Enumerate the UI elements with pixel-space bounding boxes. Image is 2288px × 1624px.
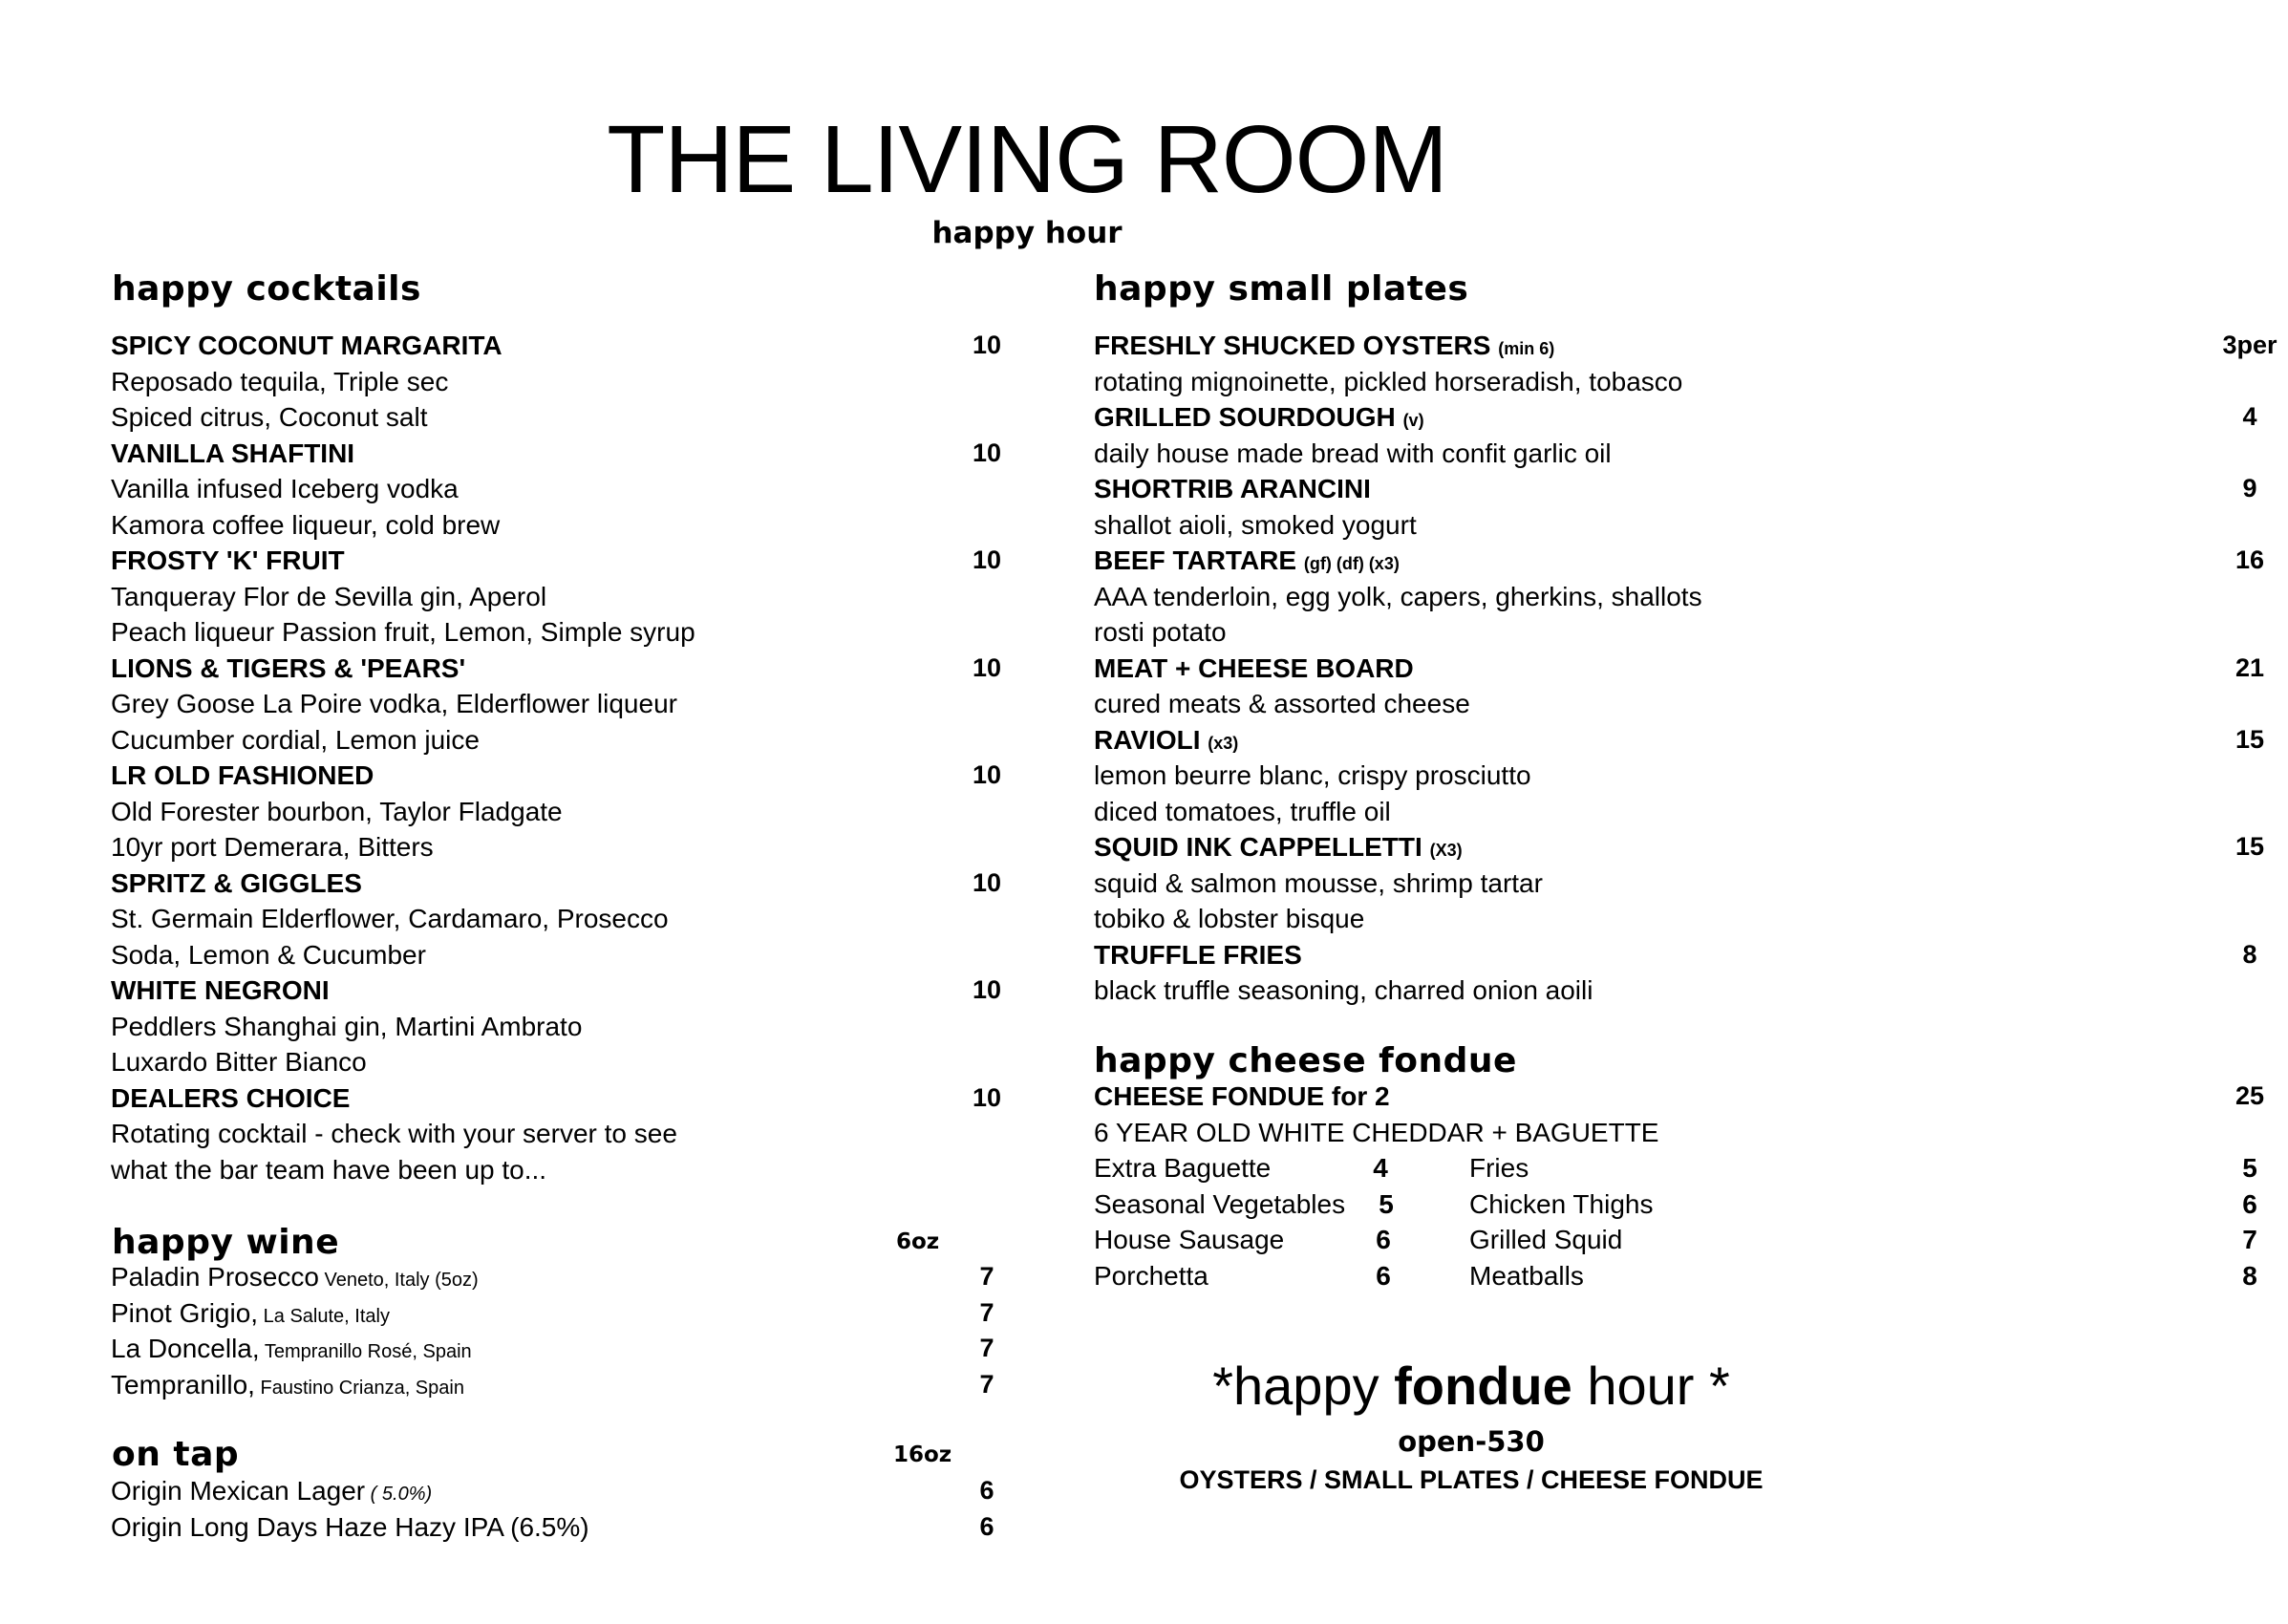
plate-description: diced tomatoes, truffle oil bbox=[1094, 796, 1391, 826]
wine-size-label: 6oz bbox=[896, 1229, 940, 1254]
plate-price: 9 bbox=[2242, 474, 2257, 502]
fondue-addon-row bbox=[1094, 1186, 2257, 1223]
plate-price: 15 bbox=[2235, 832, 2265, 861]
plate-name: BEEF TARTARE (gf) (df) (x3) 16 bbox=[1094, 543, 1702, 579]
addon-price: 8 bbox=[2242, 1260, 2257, 1291]
cocktails-heading: happy cocktails bbox=[112, 269, 421, 309]
plate-description: shallot aioli, smoked yogurt bbox=[1094, 509, 1417, 540]
plate-name: TRUFFLE FRIES 8 bbox=[1094, 937, 1702, 973]
plate-price: 16 bbox=[2235, 545, 2265, 574]
plate-name: FRESHLY SHUCKED OYSTERS (min 6) 3per bbox=[1094, 328, 1702, 364]
fondue-addon-row bbox=[1094, 1150, 2257, 1186]
plate-description: black truffle seasoning, charred onion aoili bbox=[1094, 975, 1593, 1005]
plate-price: 21 bbox=[2235, 652, 2265, 682]
addon-price: 5 bbox=[2242, 1153, 2257, 1183]
addon-price: 6 bbox=[1376, 1225, 1391, 1254]
fondue-heading: happy cheese fondue bbox=[1094, 1041, 1517, 1080]
cocktail-price: 10 bbox=[972, 867, 1002, 897]
cocktail-description: Reposado tequila, Triple sec bbox=[111, 366, 449, 396]
addon-name: House Sausage bbox=[1094, 1225, 1285, 1254]
cocktail-price: 10 bbox=[972, 975, 1002, 1004]
cocktail-name: WHITE NEGRONI 10 bbox=[111, 972, 695, 1009]
cocktail-description: Tanqueray Flor de Sevilla gin, Aperol bbox=[111, 581, 547, 611]
addon-name: Seasonal Vegetables bbox=[1094, 1188, 1346, 1219]
fondue-addon-row bbox=[1094, 1258, 2257, 1294]
cocktail-description: Spiced citrus, Coconut salt bbox=[111, 402, 428, 432]
cocktail-price: 10 bbox=[972, 545, 1002, 574]
cocktail-name: LIONS & TIGERS & 'PEARS' 10 bbox=[111, 651, 695, 687]
cocktail-description: Soda, Lemon & Cucumber bbox=[111, 939, 426, 970]
wine-price: 7 bbox=[979, 1369, 994, 1399]
wine-price: 7 bbox=[979, 1334, 994, 1362]
fondue-price: 25 bbox=[2235, 1081, 2265, 1110]
fondue-description: 6 YEAR OLD WHITE CHEDDAR + BAGUETTE bbox=[1094, 1117, 1659, 1147]
page-subtitle: happy hour bbox=[931, 216, 1123, 250]
addon-name: Grilled Squid bbox=[1469, 1225, 1623, 1254]
cocktail-description: Peddlers Shanghai gin, Martini Ambrato bbox=[111, 1011, 583, 1041]
cocktail-description: Old Forester bourbon, Taylor Fladgate bbox=[111, 796, 563, 826]
cocktail-description: Luxardo Bitter Bianco bbox=[111, 1047, 367, 1077]
fondue-list bbox=[1094, 1079, 2265, 1293]
cocktail-description: Rotating cocktail - check with your server to see bbox=[111, 1119, 677, 1148]
plate-description: daily house made bread with confit garlic oil bbox=[1094, 438, 1612, 468]
cocktails-list bbox=[111, 328, 1002, 1187]
cocktail-name: VANILLA SHAFTINI 10 bbox=[111, 436, 695, 472]
plate-price: 4 bbox=[2242, 402, 2257, 431]
promo-time: open-530 bbox=[1398, 1425, 1545, 1458]
tap-price: 6 bbox=[979, 1476, 994, 1505]
addon-name: Chicken Thighs bbox=[1469, 1188, 1654, 1219]
fondue-addon-row bbox=[1094, 1222, 2257, 1258]
cocktail-description: 10yr port Demerara, Bitters bbox=[111, 832, 434, 862]
plate-description: tobiko & lobster bisque bbox=[1094, 904, 1365, 933]
plate-description: squid & salmon mousse, shrimp tartar bbox=[1094, 867, 1543, 898]
promo-items: OYSTERS / SMALL PLATES / CHEESE FONDUE bbox=[1179, 1465, 1764, 1494]
addon-price: 5 bbox=[1379, 1188, 1394, 1219]
plate-price: 8 bbox=[2242, 939, 2257, 969]
cocktail-price: 10 bbox=[972, 652, 1002, 682]
plate-name: GRILLED SOURDOUGH (v) 4 bbox=[1094, 399, 1702, 436]
plate-name: SQUID INK CAPPELLETTI (X3) 15 bbox=[1094, 829, 1702, 865]
cocktail-description: what the bar team have been up to... bbox=[111, 1154, 547, 1185]
wine-item: Paladin Prosecco Veneto, Italy (5oz) 7 bbox=[111, 1259, 479, 1295]
plate-name: RAVIOLI (x3) 15 bbox=[1094, 722, 1702, 759]
wine-item: Tempranillo, Faustino Crianza, Spain 7 bbox=[111, 1367, 479, 1403]
small-plates-heading: happy small plates bbox=[1094, 269, 1469, 309]
wine-price: 7 bbox=[979, 1262, 994, 1291]
cocktail-description: Peach liqueur Passion fruit, Lemon, Simple syrup bbox=[111, 617, 695, 647]
cocktail-price: 10 bbox=[972, 438, 1002, 467]
plate-description: rotating mignoinette, pickled horseradish, tobasco bbox=[1094, 366, 1683, 396]
tap-price: 6 bbox=[979, 1511, 994, 1541]
plate-price: 3per bbox=[2222, 331, 2277, 359]
plate-description: cured meats & assorted cheese bbox=[1094, 689, 1470, 718]
wine-item: Pinot Grigio, La Salute, Italy 7 bbox=[111, 1295, 479, 1332]
plate-description: AAA tenderloin, egg yolk, capers, gherkins, shallots bbox=[1094, 581, 1702, 611]
wine-heading: happy wine bbox=[112, 1223, 340, 1262]
addon-price: 4 bbox=[1373, 1153, 1388, 1183]
cocktail-description: Grey Goose La Poire vodka, Elderflower liqueur bbox=[111, 689, 677, 718]
addon-name: Extra Baguette bbox=[1094, 1153, 1272, 1183]
cocktail-name: FROSTY 'K' FRUIT 10 bbox=[111, 543, 695, 579]
addon-name: Fries bbox=[1469, 1153, 1529, 1183]
addon-price: 6 bbox=[1376, 1260, 1391, 1291]
tap-item: Origin Mexican Lager ( 5.0%) 6 bbox=[111, 1473, 589, 1509]
cocktail-description: Cucumber cordial, Lemon juice bbox=[111, 724, 480, 755]
promo-title: *happy fondue hour * bbox=[1212, 1356, 1730, 1416]
fondue-name: CHEESE FONDUE for 2 25 bbox=[1094, 1079, 1659, 1115]
cocktail-price: 10 bbox=[972, 331, 1002, 359]
page-title: THE LIVING ROOM bbox=[607, 106, 1447, 213]
cocktail-price: 10 bbox=[972, 1082, 1002, 1112]
plate-price: 15 bbox=[2235, 724, 2265, 754]
cocktail-name: LR OLD FASHIONED 10 bbox=[111, 758, 695, 794]
tap-list bbox=[111, 1473, 994, 1545]
plate-description: lemon beurre blanc, crispy prosciutto bbox=[1094, 760, 1531, 790]
small-plates-list bbox=[1094, 328, 2277, 1009]
tap-heading: on tap bbox=[112, 1435, 240, 1474]
cocktail-description: Kamora coffee liqueur, cold brew bbox=[111, 509, 501, 540]
cocktail-description: St. Germain Elderflower, Cardamaro, Prosecco bbox=[111, 904, 669, 933]
wine-price: 7 bbox=[979, 1297, 994, 1327]
cocktail-name: SPICY COCONUT MARGARITA 10 bbox=[111, 328, 695, 364]
plate-description: rosti potato bbox=[1094, 617, 1227, 647]
tap-item: Origin Long Days Haze Hazy IPA (6.5%) 6 bbox=[111, 1509, 589, 1546]
addon-price: 7 bbox=[2242, 1225, 2257, 1254]
cocktail-name: DEALERS CHOICE 10 bbox=[111, 1080, 695, 1117]
addon-name: Meatballs bbox=[1469, 1260, 1584, 1291]
addon-price: 6 bbox=[2242, 1188, 2257, 1219]
plate-name: SHORTRIB ARANCINI 9 bbox=[1094, 471, 1702, 507]
cocktail-name: SPRITZ & GIGGLES 10 bbox=[111, 865, 695, 902]
wine-list bbox=[111, 1259, 994, 1402]
tap-size-label: 16oz bbox=[893, 1442, 952, 1467]
cocktail-price: 10 bbox=[972, 760, 1002, 789]
plate-name: MEAT + CHEESE BOARD 21 bbox=[1094, 651, 1702, 687]
wine-item: La Doncella, Tempranillo Rosé, Spain 7 bbox=[111, 1331, 479, 1367]
addon-name: Porchetta bbox=[1094, 1260, 1208, 1291]
cocktail-description: Vanilla infused Iceberg vodka bbox=[111, 474, 459, 503]
